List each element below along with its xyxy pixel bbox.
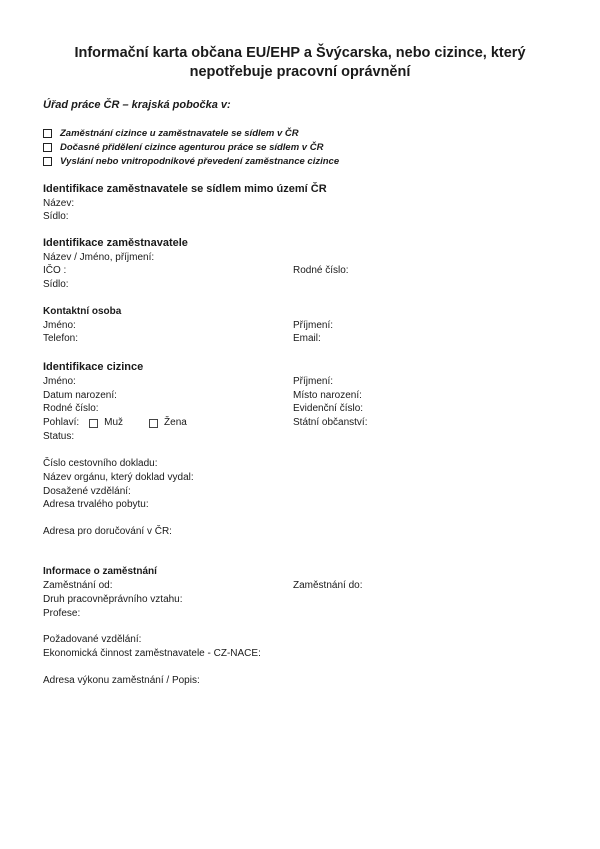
contact-first-name-label: Jméno: xyxy=(43,320,76,331)
foreigner-birth-place-label: Místo narození: xyxy=(293,390,362,401)
foreign-employer-name-label: Název: xyxy=(43,198,75,209)
form-title-line2: nepotřebuje pracovní oprávnění xyxy=(189,64,411,80)
sex-female-label: Žena xyxy=(164,417,187,428)
foreigner-birth-date-label: Datum narození: xyxy=(43,390,117,401)
economic-activity-label: Ekonomická činnost zaměstnavatele - CZ-NACE: xyxy=(43,648,261,659)
checkbox-icon[interactable] xyxy=(43,129,52,138)
foreigner-status-label: Status: xyxy=(43,431,75,442)
sex-field xyxy=(43,417,187,429)
option-label: Zaměstnání cizince u zaměstnavatele se sídlem v ČR xyxy=(60,127,299,139)
option-employment-in-cz[interactable] xyxy=(43,126,339,140)
checkbox-icon[interactable] xyxy=(89,419,98,428)
employment-type-options xyxy=(43,126,339,168)
foreigner-citizenship-label: Státní občanství: xyxy=(293,417,368,428)
contact-heading: Kontaktní osoba xyxy=(43,306,122,317)
option-label: Vyslání nebo vnitropodnikové převedení zaměstnance cizince xyxy=(60,155,340,167)
option-secondment[interactable] xyxy=(43,154,339,168)
sex-label: Pohlaví: xyxy=(43,417,80,428)
sex-option-female[interactable] xyxy=(149,417,187,429)
employer-birth-number-label: Rodné číslo: xyxy=(293,265,349,276)
contact-phone-label: Telefon: xyxy=(43,333,79,344)
required-education-label: Požadované vzdělání: xyxy=(43,634,142,645)
employer-heading: Identifikace zaměstnavatele xyxy=(43,237,188,249)
option-temporary-assignment[interactable] xyxy=(43,140,339,154)
contact-last-name-label: Příjmení: xyxy=(293,320,334,331)
foreigner-first-name-label: Jméno: xyxy=(43,376,76,387)
issuing-authority-label: Název orgánu, který doklad vydal: xyxy=(43,472,194,483)
delivery-address-label: Adresa pro doručování v ČR: xyxy=(43,526,172,537)
education-label: Dosažené vzdělání: xyxy=(43,486,131,497)
profession-label: Profese: xyxy=(43,608,81,619)
permanent-address-label: Adresa trvalého pobytu: xyxy=(43,499,149,510)
form-title-line1: Informační karta občana EU/EHP a Švýcarska, nebo cizince, který xyxy=(74,45,526,61)
foreigner-record-number-label: Evidenční číslo: xyxy=(293,403,364,414)
office-label: Úřad práce ČR – krajská pobočka v: xyxy=(43,99,231,111)
form-title xyxy=(40,44,560,82)
foreigner-heading: Identifikace cizince xyxy=(43,361,144,373)
foreigner-last-name-label: Příjmení: xyxy=(293,376,334,387)
checkbox-icon[interactable] xyxy=(43,157,52,166)
checkbox-icon[interactable] xyxy=(43,143,52,152)
passport-number-label: Číslo cestovního dokladu: xyxy=(43,458,158,469)
option-label: Dočasné přidělení cizince agenturou práce se sídlem v ČR xyxy=(60,141,324,153)
sex-male-label: Muž xyxy=(104,417,124,428)
employment-to-label: Zaměstnání do: xyxy=(293,580,363,591)
foreign-employer-seat-label: Sídlo: xyxy=(43,211,69,222)
foreign-employer-heading: Identifikace zaměstnavatele se sídlem mimo území ČR xyxy=(43,183,327,195)
foreigner-birth-number-label: Rodné číslo: xyxy=(43,403,99,414)
relation-type-label: Druh pracovněprávního vztahu: xyxy=(43,594,183,605)
work-address-label: Adresa výkonu zaměstnání / Popis: xyxy=(43,675,200,686)
employer-name-label: Název / Jméno, příjmení: xyxy=(43,252,155,263)
checkbox-icon[interactable] xyxy=(149,419,158,428)
employment-heading: Informace o zaměstnání xyxy=(43,566,157,577)
employer-ico-label: IČO : xyxy=(43,265,67,276)
employer-seat-label: Sídlo: xyxy=(43,279,69,290)
employment-from-label: Zaměstnání od: xyxy=(43,580,113,591)
contact-email-label: Email: xyxy=(293,333,321,344)
sex-option-male[interactable] xyxy=(89,417,123,429)
